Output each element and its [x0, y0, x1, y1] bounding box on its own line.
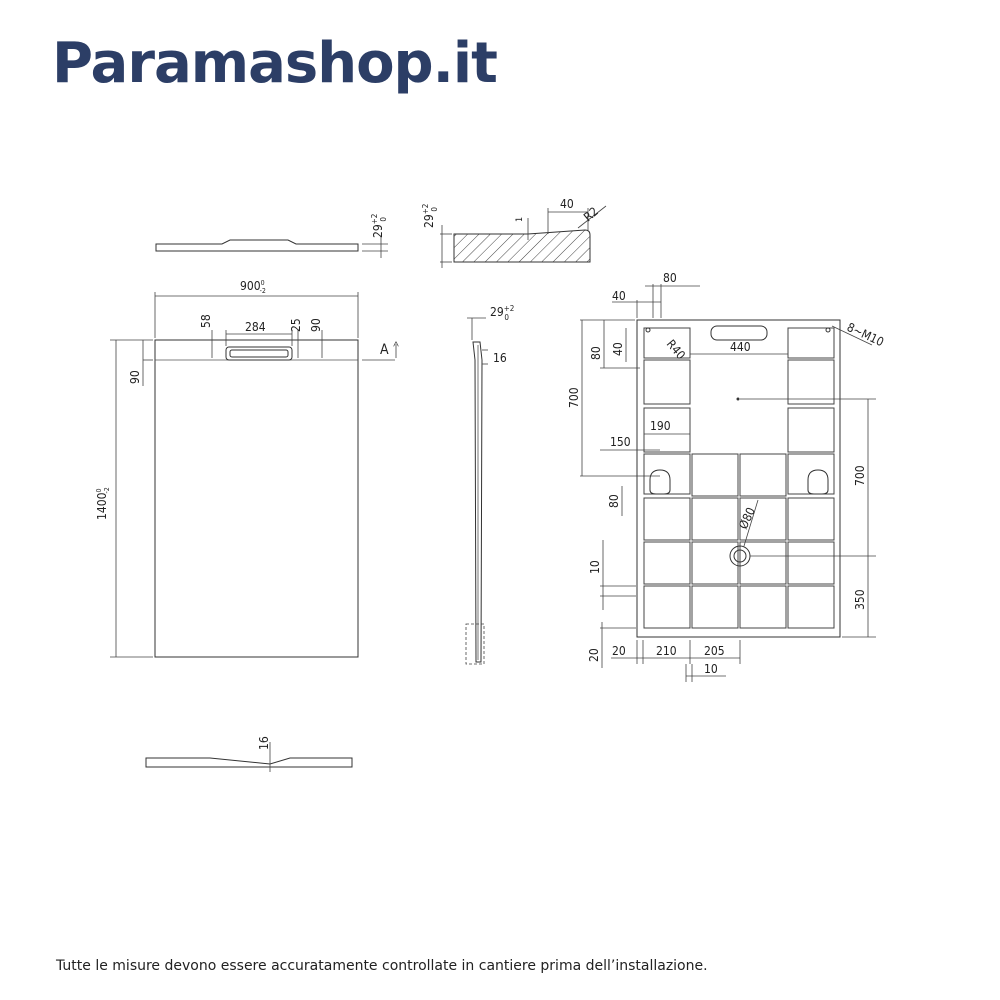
dim-80-left: 80: [589, 346, 603, 360]
edge-detail-view: [421, 197, 606, 268]
dim-80-top: 80: [663, 271, 677, 285]
drain-length-label: 284: [245, 320, 266, 334]
drain-margin-label: 90: [309, 318, 323, 332]
drain-offset-label: 58: [199, 314, 213, 328]
dim-150: 150: [610, 435, 631, 449]
bottom-section-view: [146, 736, 352, 772]
dim-350: 350: [853, 589, 867, 610]
long-section-view: [156, 214, 388, 258]
dim-700-right: 700: [853, 465, 867, 486]
edge-width-label: 40: [560, 197, 574, 211]
side-view: [466, 304, 514, 664]
dim-r40: R40: [663, 336, 689, 363]
top-view: [95, 279, 396, 657]
bottom-thickness-label: 16: [257, 736, 271, 750]
side-thickness-label: $29^{+2}$ 0: [490, 304, 515, 322]
dim-40-left: 40: [611, 342, 625, 356]
dim-190: 190: [650, 419, 671, 433]
dim-20-bottom: 20: [612, 644, 626, 658]
drain-from-top-label: 90: [128, 370, 142, 384]
side-wall-label: 16: [493, 351, 507, 365]
brand-logo-text: Paramashop.it: [52, 31, 497, 96]
section-marker-a: A: [380, 342, 389, 358]
section-thickness-label: $29^{+2}0$: [370, 213, 388, 238]
bolts-label: 8~M10: [844, 320, 886, 350]
footer-disclaimer: Tutte le misure devono essere accuratamente controllate in cantiere prima dell’installazione.: [56, 958, 708, 974]
width-label: $900^0$ -2: [240, 279, 266, 295]
dim-80-mid: 80: [607, 494, 621, 508]
slope-label: 1: [515, 216, 525, 222]
drain-width-label: 25: [289, 318, 303, 332]
dim-700-left: 700: [567, 387, 581, 408]
dim-205: 205: [704, 644, 725, 658]
dim-210: 210: [656, 644, 677, 658]
detail-thickness-label: $29^{+2}0$: [421, 203, 439, 228]
dim-10-bottom: 10: [704, 662, 718, 676]
underside-view: [567, 271, 886, 682]
dim-10-left: 10: [588, 560, 602, 574]
dim-20-left: 20: [587, 648, 601, 662]
dim-d80-hole: Ø80: [736, 505, 759, 532]
radius-label: R2: [580, 204, 601, 225]
dim-440: 440: [730, 340, 751, 354]
length-label: 1400$^0$-2: [95, 487, 111, 520]
dim-40-top: 40: [612, 289, 626, 303]
